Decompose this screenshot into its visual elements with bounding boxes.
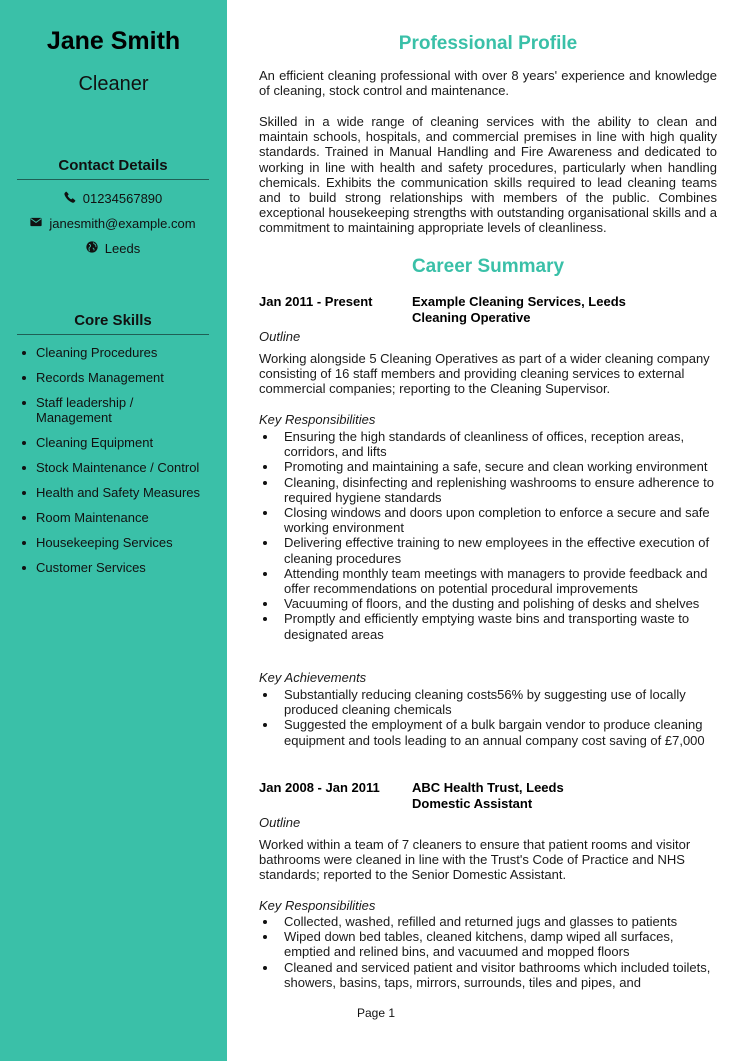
contact-location xyxy=(17,241,209,256)
page-number: Page 1 xyxy=(357,1006,396,1020)
candidate-name: Jane Smith xyxy=(46,27,181,55)
contact-phone[interactable] xyxy=(17,191,209,206)
job-outline: Worked within a team of 7 cleaners to ensure that patient rooms and visitor bathrooms were cleaned in line with the Trust's Code of Practice and NHS standards; reported to the Senior Domestic Assistant. xyxy=(259,837,691,883)
responsibilities-label: Key Responsibilities xyxy=(259,898,376,913)
career-title: Career Summary xyxy=(411,256,565,277)
list-item: Vacuuming of floors, and the dusting and polishing of desks and shelves xyxy=(259,596,717,611)
job-employer: Example Cleaning Services, Leeds xyxy=(412,294,626,309)
job-header xyxy=(259,294,717,326)
contact-heading: Contact Details xyxy=(17,157,209,180)
list-item: Delivering effective training to new employees in the effective execution of cleaning procedures xyxy=(259,535,717,565)
outline-label: Outline xyxy=(259,329,301,344)
list-item: Promptly and efficiently emptying waste bins and transporting waste to designated areas xyxy=(259,611,717,641)
job-header xyxy=(259,780,717,812)
outline-label: Outline xyxy=(259,815,301,830)
email-address: janesmith@example.com xyxy=(49,216,196,231)
globe-icon xyxy=(86,241,98,256)
candidate-role: Cleaner xyxy=(78,73,149,95)
job-outline: Working alongside 5 Cleaning Operatives as part of a wider cleaning company consisting of 16 staff members and providing cleaning services to external commercial companies; reporting to the Cleaning Supervisor. xyxy=(259,351,710,397)
profile-paragraph: An efficient cleaning professional with over 8 years' experience and knowledge of cleaning, stock control and maintenance. xyxy=(259,68,717,99)
skill-item: Housekeeping Services xyxy=(22,535,212,550)
phone-number: 01234567890 xyxy=(82,191,163,206)
responsibilities-list xyxy=(259,429,717,642)
skill-item: Cleaning Equipment xyxy=(22,435,212,450)
skill-item: Customer Services xyxy=(22,560,212,575)
list-item: Attending monthly team meetings with managers to provide feedback and offer recommendations on potential procedural improvements xyxy=(259,566,717,596)
contact-email[interactable] xyxy=(17,216,209,231)
phone-icon xyxy=(64,191,76,206)
profile-paragraph: Skilled in a wide range of cleaning services with the ability to clean and maintain schools, hospitals, and commercial premises in line with high quality standards. Trained in Manual Handling and Fire Awareness and dedicated to working in line with health and safety procedures, particularly when handling chemicals. Exhibits the communication skills required to lead cleaning teams and to build strong relationships with members of the public. Combines exceptional housekeeping strengths with outstanding organisational skills and a commitment to maintaining appropriate levels of cleanliness. xyxy=(259,114,717,236)
responsibilities-list xyxy=(259,914,717,990)
location-text: Leeds xyxy=(104,241,141,256)
skill-item: Cleaning Procedures xyxy=(22,345,212,360)
job-position: Cleaning Operative xyxy=(412,310,531,325)
list-item: Suggested the employment of a bulk bargain vendor to produce cleaning equipment and tools leading to an annual company cost saving of £7,000 xyxy=(259,717,717,747)
list-item: Substantially reducing cleaning costs56% by suggesting use of locally produced cleaning chemicals xyxy=(259,687,717,717)
skills-heading: Core Skills xyxy=(17,312,209,335)
list-item: Cleaned and serviced patient and visitor bathrooms which included toilets, showers, basins, taps, mirrors, surrounds, tiles and pipes, and xyxy=(259,960,717,990)
achievements-label: Key Achievements xyxy=(259,670,367,685)
list-item: Closing windows and doors upon completion to enforce a secure and safe working environment xyxy=(259,505,717,535)
list-item: Cleaning, disinfecting and replenishing washrooms to ensure adherence to required hygiene standards xyxy=(259,475,717,505)
job-position: Domestic Assistant xyxy=(412,796,533,811)
job-employer: ABC Health Trust, Leeds xyxy=(412,780,564,795)
sidebar xyxy=(0,0,227,1061)
skill-item: Stock Maintenance / Control xyxy=(22,460,212,475)
list-item: Promoting and maintaining a safe, secure and clean working environment xyxy=(259,459,717,474)
skill-item: Room Maintenance xyxy=(22,510,212,525)
skill-item: Staff leadership / Management xyxy=(22,395,156,425)
skill-item: Health and Safety Measures xyxy=(22,485,212,500)
achievements-list xyxy=(259,687,717,748)
job-dates: Jan 2011 - Present xyxy=(259,294,373,309)
list-item: Ensuring the high standards of cleanliness of offices, reception areas, corridors, and lifts xyxy=(259,429,717,459)
list-item: Collected, washed, refilled and returned jugs and glasses to patients xyxy=(259,914,717,929)
envelope-icon xyxy=(30,216,42,231)
skill-item: Records Management xyxy=(22,370,212,385)
list-item: Wiped down bed tables, cleaned kitchens, damp wiped all surfaces, emptied and relined bins, and vacuumed and mopped floors xyxy=(259,929,717,959)
responsibilities-label: Key Responsibilities xyxy=(259,412,376,427)
profile-title: Professional Profile xyxy=(398,33,578,54)
job-dates: Jan 2008 - Jan 2011 xyxy=(259,780,380,795)
skills-list xyxy=(22,345,212,585)
